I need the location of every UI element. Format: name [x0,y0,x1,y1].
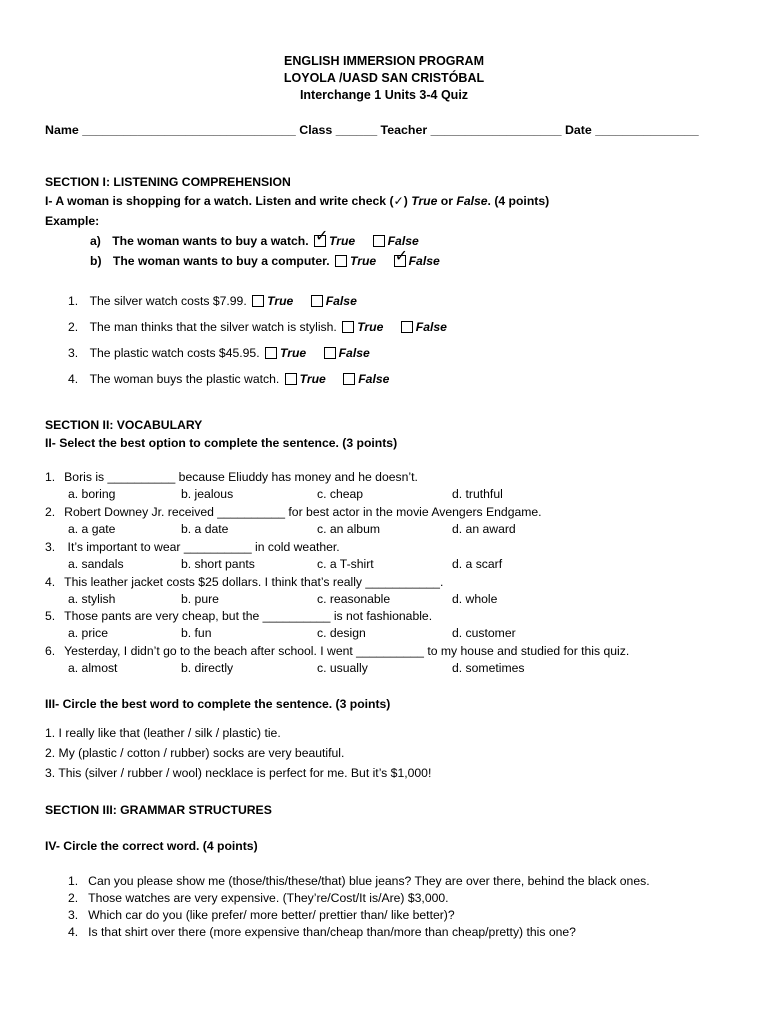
grammar-item: 4. Is that shirt over there (more expensive than/cheap than/more than cheap/pretty) this one? [68,925,576,939]
listening-item: 1. The silver watch costs $7.99. True False [68,294,357,308]
vocab-option: a. sandals [68,557,124,571]
listening-item: 4. The woman buys the plastic watch. True False [68,372,390,386]
circle-item: 3. This (silver / rubber / wool) necklace is perfect for me. But it’s $1,000! [45,766,432,780]
program-title: ENGLISH IMMERSION PROGRAM [283,54,484,68]
true-checkbox[interactable] [335,255,347,267]
vocab-question: 5. Those pants are very cheap, but the __________ is not fashionable. [45,609,433,623]
vocab-option: c. reasonable [317,592,391,606]
vocab-option: b. jealous [181,487,234,501]
circle-item: 1. I really like that (leather / silk / plastic) tie. [45,726,281,740]
false-checkbox[interactable] [324,347,336,359]
grammar-item: 2. Those watches are very expensive. (They’re/Cost/It is/Are) $3,000. [68,891,449,905]
vocab-question: 2. Robert Downey Jr. received __________ for best actor in the movie Avengers Endgame. [45,505,542,519]
section-2-instruction: II- Select the best option to complete the sentence. (3 points) [45,436,398,450]
vocab-option: d. truthful [452,487,503,501]
vocab-option: d. an award [452,522,516,536]
part-3-instruction: III- Circle the best word to complete the sentence. (3 points) [45,697,391,711]
example-item: b) The woman wants to buy a computer. True ✓ False [90,248,440,268]
section-3-instruction: IV- Circle the correct word. (4 points) [45,839,258,853]
true-checkbox[interactable] [342,321,354,333]
false-checkbox[interactable] [394,248,408,267]
vocab-question: 4. This leather jacket costs $25 dollars. I think that’s really ___________. [45,575,444,589]
true-checkbox[interactable] [252,295,264,307]
vocab-option: b. pure [181,592,219,606]
circle-item: 2. My (plastic / cotton / rubber) socks are very beautiful. [45,746,345,760]
example-label: Example: [45,214,100,228]
vocab-option: c. cheap [317,487,364,501]
vocab-option: a. stylish [68,592,116,606]
vocab-question: 6. Yesterday, I didn’t go to the beach after school. I went __________ to my house and studied for this quiz. [45,644,630,658]
listening-item: 2. The man thinks that the silver watch is stylish. True False [68,320,447,334]
true-checkbox[interactable] [314,228,329,247]
vocab-question: 1. Boris is __________ because Eliuddy has money and he doesn’t. [45,470,418,484]
vocab-option: c. usually [317,661,368,675]
institution-title: LOYOLA /UASD SAN CRISTÓBAL [283,71,485,85]
true-checkbox[interactable] [285,373,297,385]
vocab-option: c. an album [317,522,381,536]
true-checkbox[interactable] [265,347,277,359]
vocab-option: d. whole [452,592,498,606]
false-checkbox[interactable] [343,373,355,385]
vocab-option: b. a date [181,522,229,536]
example-item: a) The woman wants to buy a watch. ✓ True False [90,228,419,248]
vocab-option: b. directly [181,661,234,675]
quiz-title: Interchange 1 Units 3-4 Quiz [299,88,469,102]
section-3-title: SECTION III: GRAMMAR STRUCTURES [45,803,272,817]
check-mark-icon: ✓ [315,228,329,245]
false-checkbox[interactable] [401,321,413,333]
vocab-question: 3. It’s important to wear __________ in cold weather. [45,540,340,554]
false-checkbox[interactable] [373,235,385,247]
vocab-option: b. fun [181,626,212,640]
vocab-option: d. customer [452,626,516,640]
vocab-option: d. a scarf [452,557,503,571]
listening-item: 3. The plastic watch costs $45.95. True False [68,346,370,360]
vocab-option: a. price [68,626,108,640]
vocab-option: a. boring [68,487,116,501]
vocab-option: c. design [317,626,366,640]
section-1-title: SECTION I: LISTENING COMPREHENSION [45,175,291,189]
section-1-instruction: I- A woman is shopping for a watch. Listen and write check (✓) True or False. (4 points) [45,194,550,208]
vocab-option: b. short pants [181,557,255,571]
student-info-line: Name _______________________________ Class ______ Teacher ___________________ Date _______________ [45,123,699,137]
vocab-option: c. a T-shirt [317,557,374,571]
vocab-option: a. a gate [68,522,116,536]
vocab-option: d. sometimes [452,661,525,675]
grammar-item: 3. Which car do you (like prefer/ more better/ prettier than/ like better)? [68,908,455,922]
vocab-option: a. almost [68,661,118,675]
grammar-item: 1. Can you please show me (those/this/these/that) blue jeans? They are over there, behind the black ones. [68,874,650,888]
section-2-title: SECTION II: VOCABULARY [45,418,203,432]
check-mark-glyph: ✓ [393,194,404,208]
false-checkbox[interactable] [311,295,323,307]
check-mark-icon: ✓ [394,248,408,265]
